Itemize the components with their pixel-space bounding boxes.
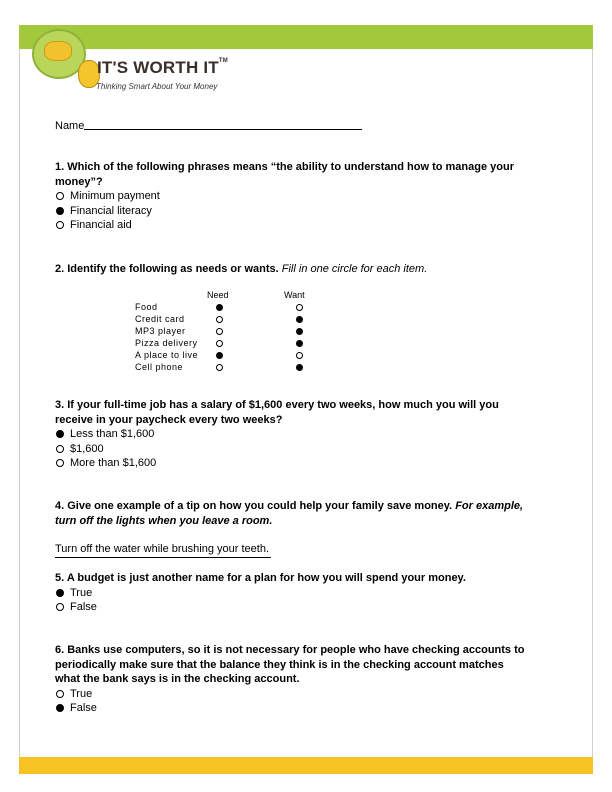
radio-empty-icon[interactable] [56, 690, 64, 698]
footer-color-band [19, 757, 593, 774]
question-6-stem-line1: 6. Banks use computers, so it is not necessary for people who have checking accounts to [55, 644, 525, 656]
question-5-stem: 5. A budget is just another name for a plan for how you will spend your money. [55, 572, 466, 584]
question-4 [55, 499, 575, 528]
row-item-label: MP3 player [135, 326, 186, 336]
question-2-stem: 2. Identify the following as needs or wants. [55, 263, 279, 275]
question-3-option[interactable]: $1,600 [55, 442, 575, 457]
name-label: Name [55, 120, 85, 132]
radio-filled-icon[interactable] [56, 207, 64, 215]
question-6-option[interactable]: False [55, 701, 585, 716]
need-radio-filled-icon[interactable] [216, 304, 223, 311]
want-radio-filled-icon[interactable] [296, 364, 303, 371]
radio-filled-icon[interactable] [56, 704, 64, 712]
logo-wordmark: IT'S WORTH IT™ [97, 58, 228, 77]
question-6-option[interactable]: True [55, 687, 585, 702]
question-6 [55, 643, 585, 716]
want-radio-filled-icon[interactable] [296, 328, 303, 335]
question-5 [55, 571, 575, 615]
question-4-answer-text[interactable]: Turn off the water while brushing your teeth. [55, 542, 271, 558]
question-3-stem-line1: 3. If your full-time job has a salary of $1,600 every two weeks, how much you will you [55, 399, 499, 411]
question-5-option[interactable]: True [55, 586, 575, 601]
table-row [135, 338, 315, 350]
question-3 [55, 398, 575, 471]
question-4-example-lead: For example, [455, 500, 524, 512]
page-border-right [592, 49, 593, 757]
want-radio-empty-icon[interactable] [296, 304, 303, 311]
table-row [135, 302, 315, 314]
logo-tagline: Thinking Smart About Your Money [96, 82, 218, 91]
question-4-answer[interactable] [55, 542, 271, 558]
need-radio-filled-icon[interactable] [216, 352, 223, 359]
question-6-stem-line2: periodically make sure that the balance they think is in the checking account matches [55, 658, 504, 671]
radio-filled-icon[interactable] [56, 430, 64, 438]
table-row [135, 362, 315, 374]
want-radio-empty-icon[interactable] [296, 352, 303, 359]
question-3-option[interactable]: Less than $1,600 [55, 427, 575, 442]
question-1 [55, 160, 575, 233]
row-item-label: Credit card [135, 314, 185, 324]
question-1-stem-line2: money”? [55, 175, 103, 188]
question-3-stem-line2: receive in your paycheck every two weeks? [55, 413, 283, 426]
need-radio-empty-icon[interactable] [216, 316, 223, 323]
table-row [135, 326, 315, 338]
table-row [135, 350, 315, 362]
column-header-need: Need [207, 290, 229, 300]
row-item-label: A place to live [135, 350, 199, 360]
question-1-option[interactable]: Financial literacy [55, 204, 575, 219]
radio-empty-icon[interactable] [56, 459, 64, 467]
want-radio-filled-icon[interactable] [296, 340, 303, 347]
question-3-option[interactable]: More than $1,600 [55, 456, 575, 471]
radio-empty-icon[interactable] [56, 221, 64, 229]
want-radio-filled-icon[interactable] [296, 316, 303, 323]
need-radio-empty-icon[interactable] [216, 328, 223, 335]
its-worth-it-logo [30, 27, 240, 97]
radio-empty-icon[interactable] [56, 192, 64, 200]
page-border-left [19, 49, 20, 757]
table-row [135, 314, 315, 326]
question-6-stem-line3: what the bank says is in the checking account. [55, 673, 300, 685]
row-item-label: Pizza delivery [135, 338, 198, 348]
question-1-stem-line1: 1. Which of the following phrases means “the ability to understand how to manage your [55, 161, 514, 173]
question-2-instruction: Fill in one circle for each item. [281, 263, 428, 275]
question-5-option[interactable]: False [55, 600, 575, 615]
row-item-label: Food [135, 302, 158, 312]
need-radio-empty-icon[interactable] [216, 364, 223, 371]
column-header-want: Want [284, 290, 305, 300]
row-item-label: Cell phone [135, 362, 184, 372]
radio-filled-icon[interactable] [56, 589, 64, 597]
coins-icon [44, 41, 72, 61]
radio-empty-icon[interactable] [56, 445, 64, 453]
question-4-example: turn off the lights when you leave a room. [55, 514, 273, 527]
question-4-stem: 4. Give one example of a tip on how you could help your family save money. [55, 500, 453, 512]
radio-empty-icon[interactable] [56, 603, 64, 611]
name-field [55, 118, 362, 132]
question-1-option[interactable]: Financial aid [55, 218, 575, 233]
question-2 [55, 262, 575, 277]
name-input-line[interactable] [84, 118, 362, 130]
need-radio-empty-icon[interactable] [216, 340, 223, 347]
logo-trademark: TM [218, 58, 228, 64]
question-1-option[interactable]: Minimum payment [55, 189, 575, 204]
